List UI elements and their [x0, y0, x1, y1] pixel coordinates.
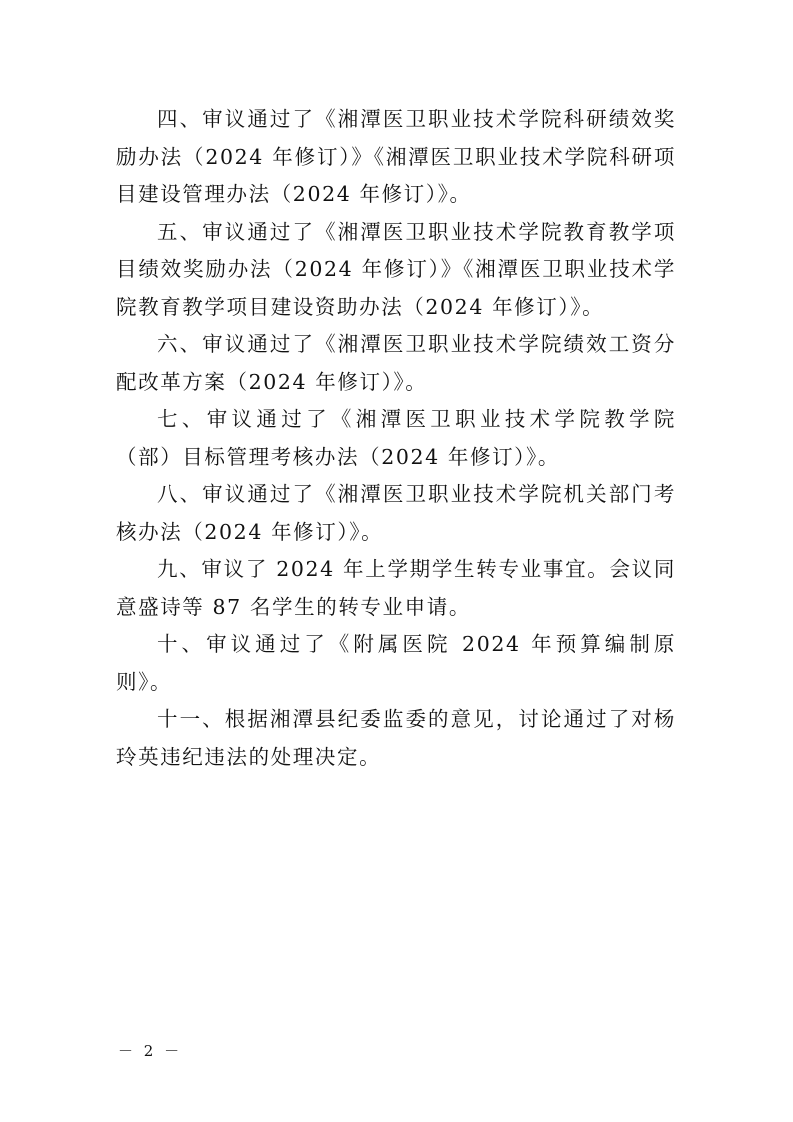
paragraph-item-6: 六、审议通过了《湘潭医卫职业技术学院绩效工资分配改革方案（2024 年修订）》。 — [116, 332, 676, 394]
paragraph-item-5: 五、审议通过了《湘潭医卫职业技术学院教育教学项目绩效奖励办法（2024 年修订）》《湘潭医卫职业技术学院教育教学项目建设资助办法（2024 年修订）》。 — [116, 219, 676, 319]
paragraph-item-10: 十、审议通过了《附属医院 2024 年预算编制原则》。 — [116, 632, 676, 694]
paragraph-item-9: 九、审议了 2024 年上学期学生转专业事宜。会议同意盛诗等 87 名学生的转专业申请。 — [116, 557, 676, 619]
page-number: － 2 － — [118, 1042, 183, 1060]
paragraph-item-4: 四、审议通过了《湘潭医卫职业技术学院科研绩效奖励办法（2024 年修订）》《湘潭医卫职业技术学院科研项目建设管理办法（2024 年修订）》。 — [116, 107, 676, 206]
paragraph-item-7: 七、审议通过了《湘潭医卫职业技术学院教学院（部）目标管理考核办法（2024 年修订）》。 — [116, 407, 676, 469]
paragraph-item-8: 八、审议通过了《湘潭医卫职业技术学院机关部门考核办法（2024 年修订）》。 — [116, 482, 676, 544]
document-body — [116, 101, 676, 776]
paragraph-item-11: 十一、根据湘潭县纪委监委的意见，讨论通过了对杨玲英违纪违法的处理决定。 — [116, 707, 676, 769]
